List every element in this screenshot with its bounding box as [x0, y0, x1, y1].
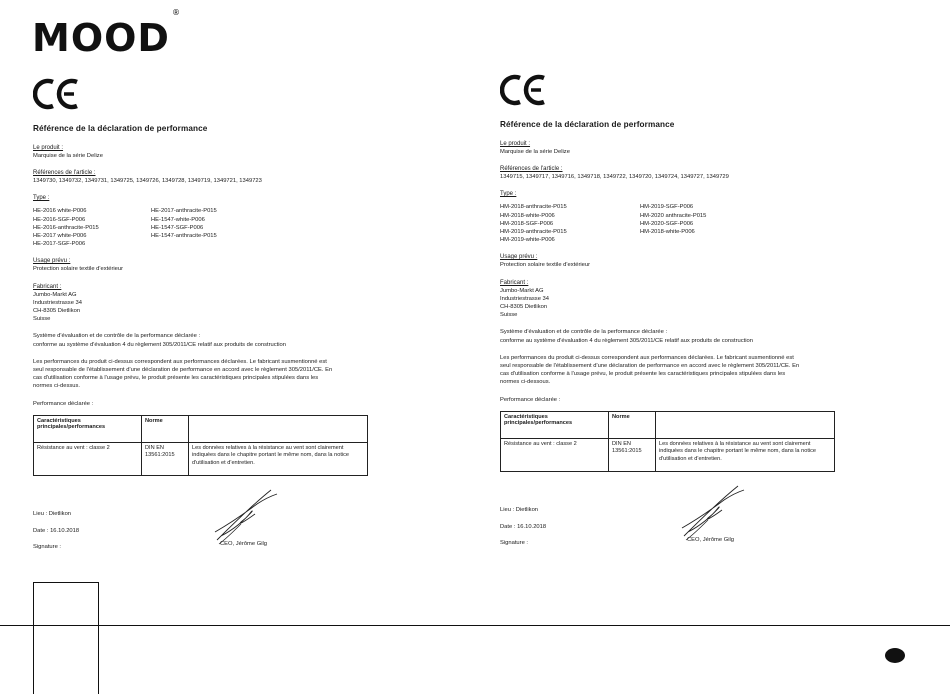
product-value: Marquise de la série Delize: [33, 153, 103, 159]
signatory-name: CEO, Jérôme Gilg: [687, 536, 735, 543]
refs-heading: Références de l'article :: [33, 170, 96, 177]
type-item: HM-2019-white-P006: [500, 237, 555, 244]
perf-line: normes ci-dessous.: [500, 379, 551, 386]
type-item: HE-2016 white-P006: [33, 208, 87, 215]
type-item: HM-2018-SGF-P006: [500, 220, 554, 227]
type-section: [500, 190, 880, 244]
table-row: [34, 442, 368, 475]
date: Date : 16.10.2018: [500, 523, 547, 530]
type-item: HM-2019-anthracite-P015: [500, 229, 567, 236]
refs-value: 1349730, 1349732, 1349731, 1349725, 1349726, 1349728, 1349719, 1349721, 1349723: [33, 178, 262, 185]
perf-line: normes ci-dessus.: [33, 383, 81, 390]
table-cell-characteristic: Résistance au vent : classe 2: [34, 442, 142, 475]
brand-name: MOOD: [32, 16, 170, 60]
types-column-1: [500, 203, 640, 244]
types-column-1: [33, 207, 151, 248]
document-title: Référence de la déclaration de performance: [33, 124, 208, 133]
maker-line: Industriestrasse 34: [500, 295, 549, 302]
maker-line: Jumbo-Markt AG: [33, 291, 77, 298]
table-header-characteristics: Caractéristiques principales/performances: [501, 411, 609, 438]
maker-heading: Fabricant :: [33, 283, 62, 290]
type-item: HM-2020 anthracite-P015: [640, 212, 707, 219]
type-item: HM-2018-anthracite-P015: [500, 204, 567, 211]
handwritten-signature-icon: [211, 486, 291, 546]
performance-table: [500, 411, 835, 472]
usage-section: [500, 253, 880, 269]
place: Lieu : Dietlikon: [33, 510, 72, 517]
maker-line: Industriestrasse 34: [33, 299, 82, 306]
table-cell-norm: DIN EN 13561:2015: [609, 438, 656, 471]
perf-line: seul responsable de l'établissement d'une déclaration de performance en accord avec le règlement 305/2011/CE. En: [33, 367, 333, 374]
type-item: HM-2020-SGF-P006: [640, 220, 694, 227]
date: Date : 16.10.2018: [33, 527, 80, 534]
maker-line: Suisse: [33, 316, 51, 323]
types-column-2: [151, 207, 311, 248]
type-item: HE-1547-anthracite-P015: [151, 233, 217, 240]
table-header-norm: Norme: [142, 415, 189, 442]
maker-line: Suisse: [500, 312, 518, 319]
performance-statement: [33, 358, 413, 391]
page-corner-frame: [33, 582, 99, 694]
refs-section: [33, 169, 413, 185]
types-column-2: [640, 203, 800, 244]
type-item: HE-2017-anthracite-P015: [151, 208, 217, 215]
perf-line: Les performances du produit ci-dessus correspondent aux performances déclarées. Le fabricant susmentionné est: [33, 358, 327, 365]
declaration-left: [33, 76, 413, 560]
usage-heading: Usage prévu :: [33, 258, 71, 265]
table-cell-characteristic: Résistance au vent : classe 2: [501, 438, 609, 471]
declaration-right: [500, 72, 880, 556]
type-item: HE-1547-white-P006: [151, 216, 205, 223]
system-line: conforme au système d'évaluation 4 du règlement 305/2011/CE relatif aux produits de construction: [33, 341, 286, 348]
perf-line: Les performances du produit ci-dessus correspondent aux performances déclarées. Le fabricant susmentionné est: [500, 354, 794, 361]
table-header-empty: [189, 415, 368, 442]
performance-table: [33, 415, 368, 476]
usage-value: Protection solaire textile d'extérieur: [33, 266, 124, 273]
signature-block: [33, 510, 413, 552]
table-row: [501, 438, 835, 471]
refs-heading: Références de l'article :: [500, 166, 563, 173]
type-item: HM-2018-white-P006: [640, 229, 695, 236]
system-section: [33, 332, 413, 348]
type-item: HE-2016-anthracite-P015: [33, 224, 99, 231]
type-item: HE-1547-SGF-P006: [151, 224, 204, 231]
performance-statement: [500, 354, 880, 387]
signature-label: Signature :: [500, 540, 529, 547]
maker-section: [33, 283, 413, 324]
table-header-characteristics: Caractéristiques principales/performances: [34, 415, 142, 442]
maker-line: CH-8305 Dietlikon: [500, 304, 548, 311]
refs-section: [500, 165, 880, 181]
type-item: HE-2017 white-P006: [33, 233, 87, 240]
product-heading: Le produit :: [500, 141, 531, 147]
maker-line: CH-8305 Dietlikon: [33, 308, 81, 315]
system-line: conforme au système d'évaluation 4 du règlement 305/2011/CE relatif aux produits de construction: [500, 337, 753, 344]
page-bottom-rule: [0, 625, 950, 626]
document-title: Référence de la déclaration de performance: [500, 120, 675, 129]
signature-block: [500, 506, 880, 548]
usage-value: Protection solaire textile d'extérieur: [500, 262, 591, 269]
type-item: HM-2019-SGF-P006: [640, 204, 694, 211]
page-dot-marker: [885, 648, 905, 663]
table-header-empty: [656, 411, 835, 438]
system-section: [500, 328, 880, 344]
refs-value: 1349715, 1349717, 1349716, 1349718, 1349722, 1349720, 1349724, 1349727, 1349729: [500, 174, 729, 181]
table-cell-note: Les données relatives à la résistance au vent sont clairement indiquées dans le chapitre portant le même nom, dans la notice d'utilisation et d'entretien.: [656, 438, 835, 471]
system-line: Système d'évaluation et de contrôle de la performance déclarée :: [33, 333, 201, 340]
perf-line: seul responsable de l'établissement d'une déclaration de performance en accord avec le règlement 305/2011/CE. En: [500, 363, 800, 370]
table-cell-norm: DIN EN 13561:2015: [142, 442, 189, 475]
perf-line: cas d'utilisation conforme à l'usage prévu, le produit présente les caractéristiques principales stipulées dans les: [33, 375, 319, 382]
table-header-norm: Norme: [609, 411, 656, 438]
trademark-symbol: ®: [171, 8, 181, 18]
signature-label: Signature :: [33, 544, 62, 551]
usage-heading: Usage prévu :: [500, 254, 538, 261]
signatory-name: CEO, Jérôme Gilg: [220, 540, 268, 547]
product-section: [500, 140, 880, 156]
type-heading: Type :: [500, 191, 517, 198]
place: Lieu : Dietlikon: [500, 506, 539, 513]
maker-section: [500, 279, 880, 320]
product-heading: Le produit :: [33, 145, 64, 151]
handwritten-signature-icon: [678, 482, 758, 542]
maker-heading: Fabricant :: [500, 279, 529, 286]
type-item: HE-2016-SGF-P006: [33, 216, 86, 223]
system-line: Système d'évaluation et de contrôle de la performance déclarée :: [500, 329, 668, 336]
ce-mark-icon: [500, 72, 548, 108]
product-section: [33, 144, 413, 160]
product-value: Marquise de la série Delize: [500, 149, 570, 155]
type-item: HM-2018-white-P006: [500, 212, 555, 219]
ce-mark-icon: [33, 76, 81, 112]
declared-label: Performance déclarée :: [33, 400, 94, 407]
perf-line: cas d'utilisation conforme à l'usage prévu, le produit présente les caractéristiques principales stipulées dans les: [500, 371, 786, 378]
type-item: HE-2017-SGF-P006: [33, 241, 86, 248]
table-cell-note: Les données relatives à la résistance au vent sont clairement indiquées dans le chapitre portant le même nom, dans la notice d'utilisation et d'entretien.: [189, 442, 368, 475]
brand-logo: [32, 8, 181, 60]
maker-line: Jumbo-Markt AG: [500, 287, 544, 294]
type-heading: Type :: [33, 195, 50, 202]
usage-section: [33, 257, 413, 273]
type-section: [33, 194, 413, 248]
declared-label: Performance déclarée :: [500, 396, 561, 403]
